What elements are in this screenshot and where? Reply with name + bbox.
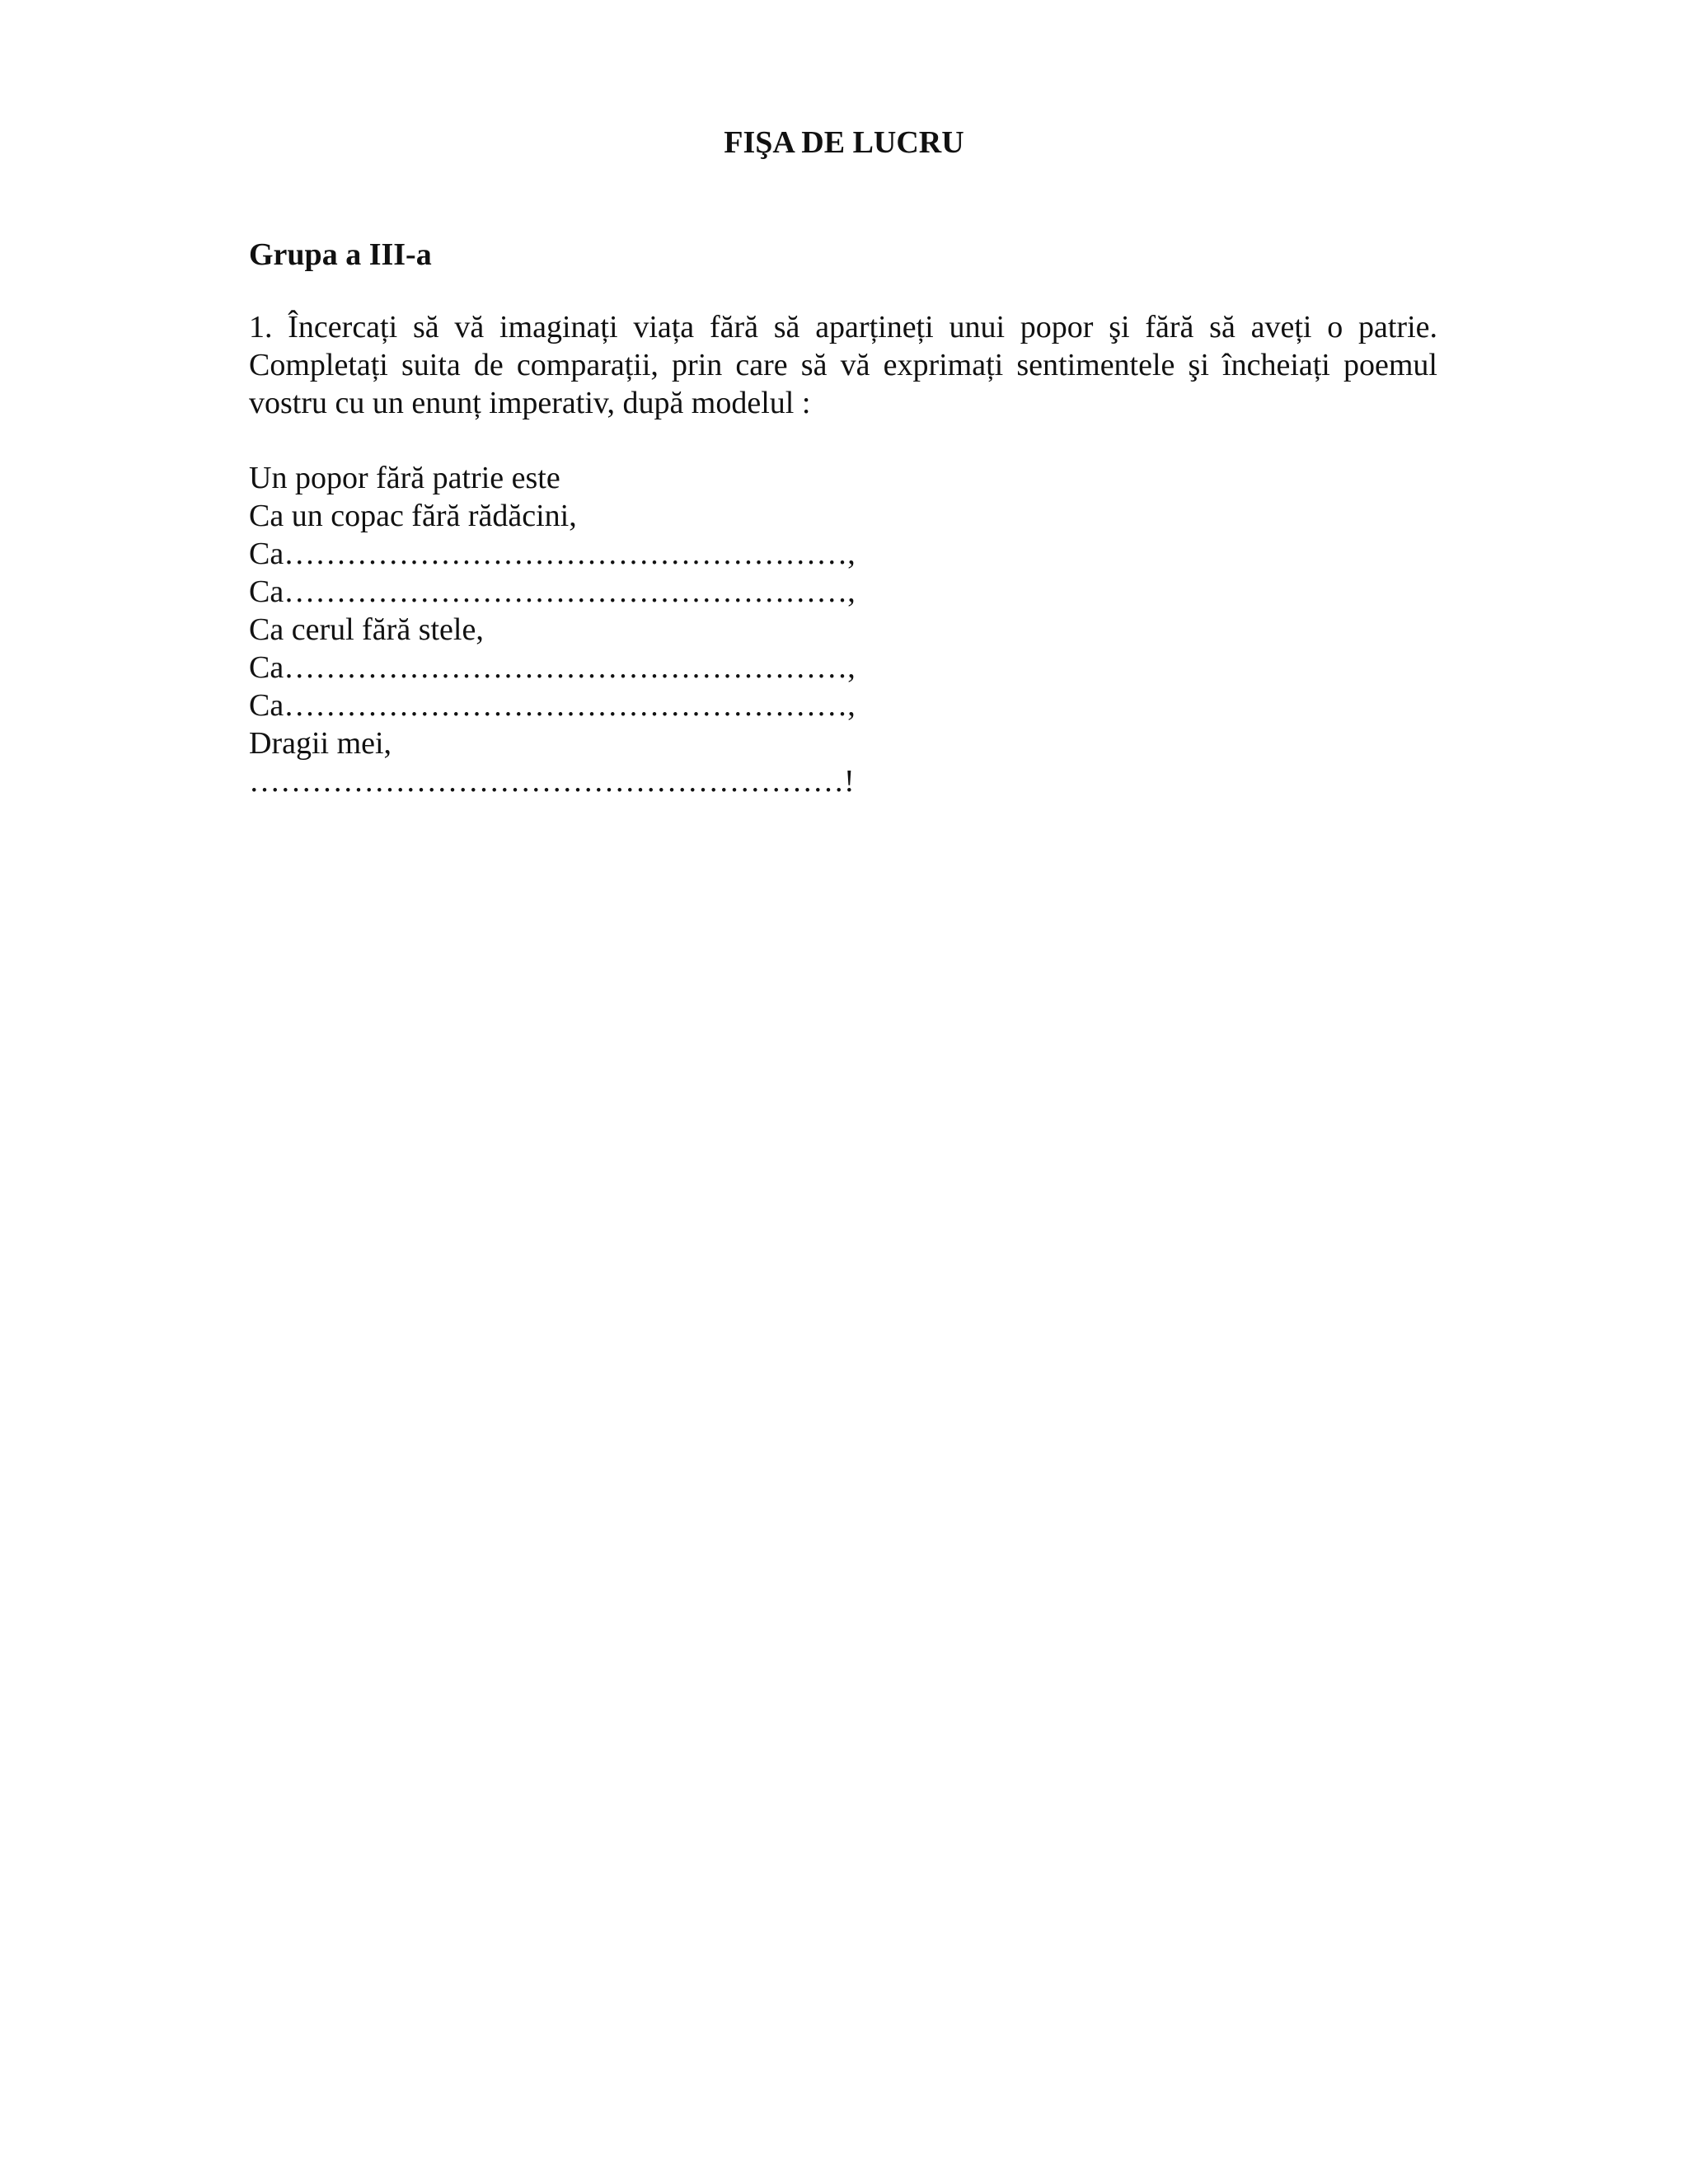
- poem-line: Ca cerul fără stele,: [249, 612, 484, 647]
- document-title: FIŞA DE LUCRU: [724, 125, 964, 160]
- task-line: vostru cu un enunț imperativ, după modelul :: [249, 386, 811, 420]
- poem-blank-line: Ca………………………………………………,: [249, 688, 856, 723]
- poem-blank-line: …………………………………………………!: [249, 764, 855, 799]
- task-line: 1. Încercați să vă imaginați viața fără să aparțineți unui popor şi fără să aveți o patrie.: [249, 310, 1437, 344]
- poem-blank-line: Ca………………………………………………,: [249, 537, 856, 571]
- poem-blank-line: Ca………………………………………………,: [249, 650, 856, 685]
- poem-blank-line: Ca………………………………………………,: [249, 574, 856, 609]
- task-paragraph: [249, 308, 1437, 422]
- poem-line: Ca un copac fără rădăcini,: [249, 499, 577, 533]
- poem-line: Un popor fără patrie este: [249, 461, 560, 495]
- poem-line: Dragii mei,: [249, 726, 392, 761]
- group-heading: Grupa a III-a: [249, 237, 432, 272]
- task-line: Completați suita de comparații, prin care să vă exprimați sentimentele şi încheiați poemul: [249, 348, 1437, 382]
- poem-model: [249, 459, 1437, 800]
- document-content: [249, 236, 1437, 800]
